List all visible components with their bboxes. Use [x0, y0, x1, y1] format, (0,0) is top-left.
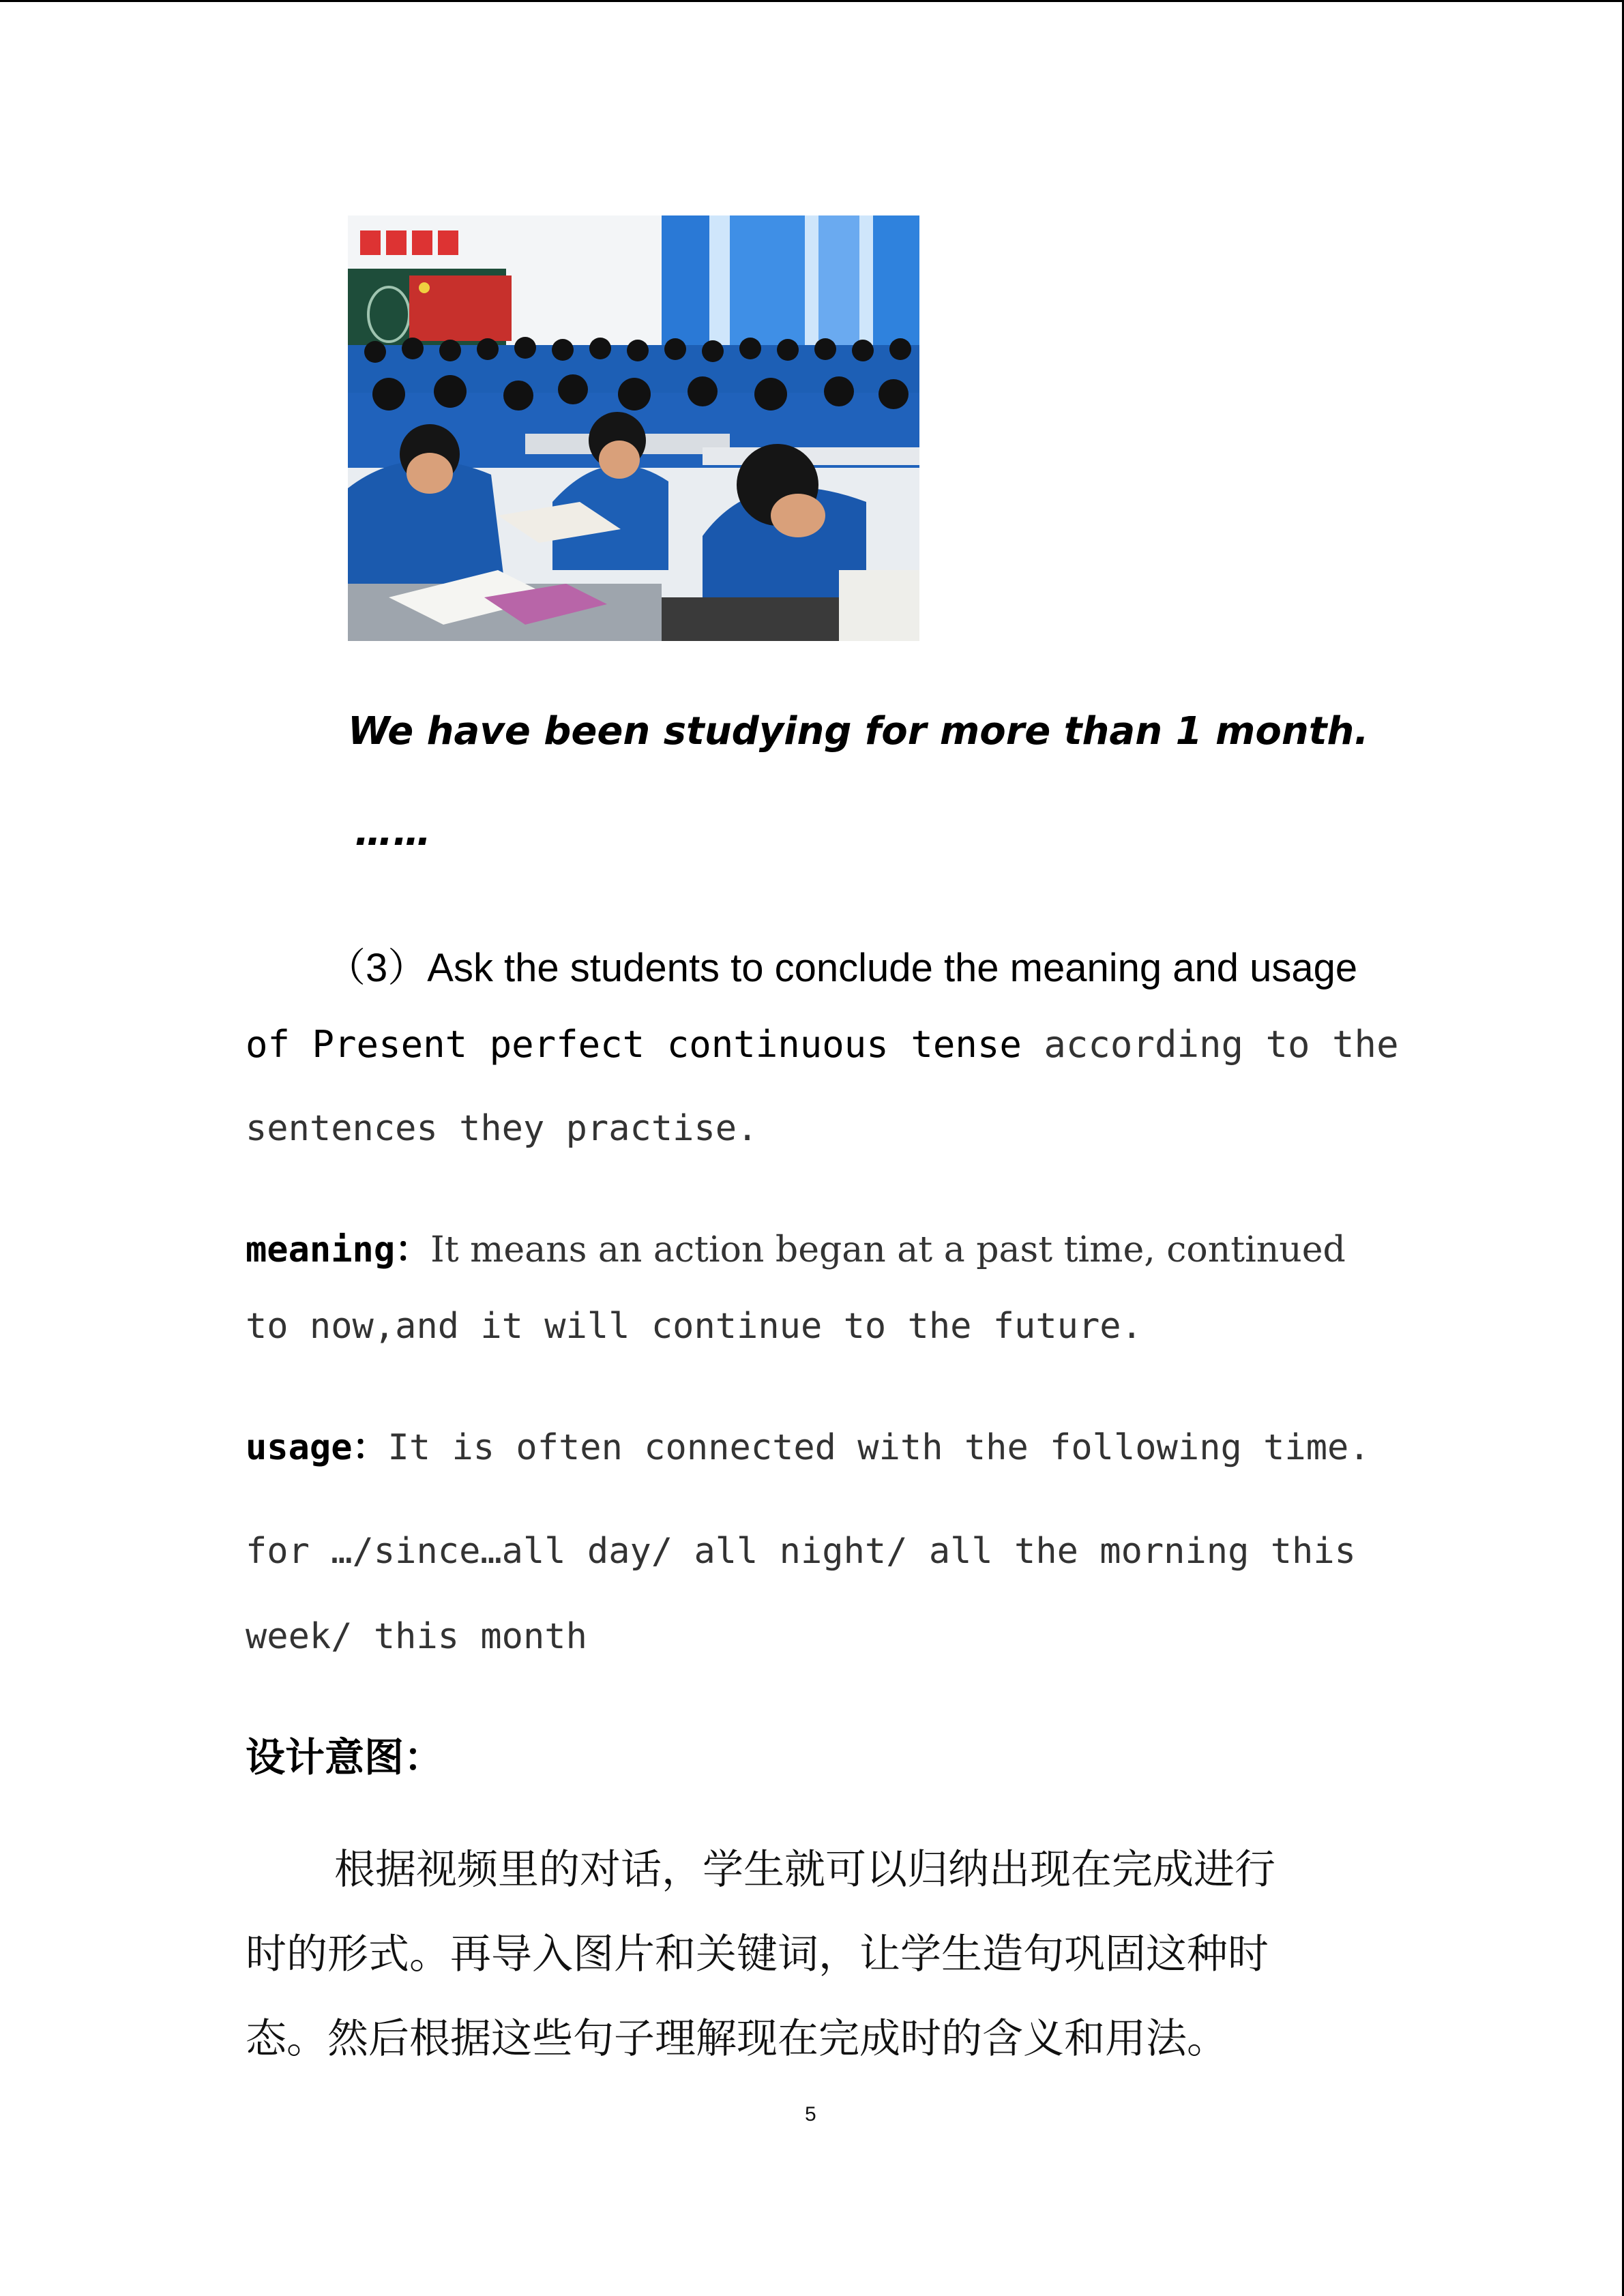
meaning-line2: to now,and it will continue to the future.	[246, 1306, 1142, 1347]
photo-caption: We have been studying for more than 1 month.	[348, 709, 1369, 754]
step3-instruction-line3: sentences they practise.	[246, 1108, 758, 1149]
time-words-line1: for …/since…all day/ all night/ all the morning this	[246, 1531, 1356, 1572]
caption-ellipsis: ……	[355, 810, 431, 854]
design-intent-line2: 时的形式。再导入图片和关键词，让学生造句巩固这种时	[246, 1930, 1269, 1978]
time-words-line2: week/ this month	[246, 1616, 587, 1657]
meaning-text: It means an action began at a past time, continued	[430, 1229, 1346, 1270]
page-border-top	[0, 0, 1624, 2]
tense-name: of Present perfect continuous tense	[246, 1023, 1022, 1066]
usage-line	[246, 1418, 1370, 1470]
step3-instruction-line1: （3）Ask the students to conclude the meaning and usage	[326, 946, 1358, 990]
meaning-line1	[246, 1221, 1346, 1272]
design-intent-line1: 根据视频里的对话，学生就可以归纳出现在完成进行	[334, 1846, 1275, 1894]
page-number: 5	[805, 2103, 816, 2126]
step3-instruction-line2	[246, 1023, 1399, 1066]
step3-instruction-line2-rest: according to the	[1021, 1023, 1399, 1066]
meaning-label: meaning：	[246, 1229, 431, 1270]
design-intent-heading: 设计意图：	[246, 1734, 444, 1780]
design-intent-line3: 态。然后根据这些句子理解现在完成时的含义和用法。	[246, 2015, 1228, 2063]
usage-label: usage：	[246, 1427, 388, 1468]
usage-text: It is often connected with the following time.	[387, 1427, 1370, 1468]
classroom-photo-illustration	[348, 215, 919, 641]
classroom-photo	[348, 215, 919, 641]
